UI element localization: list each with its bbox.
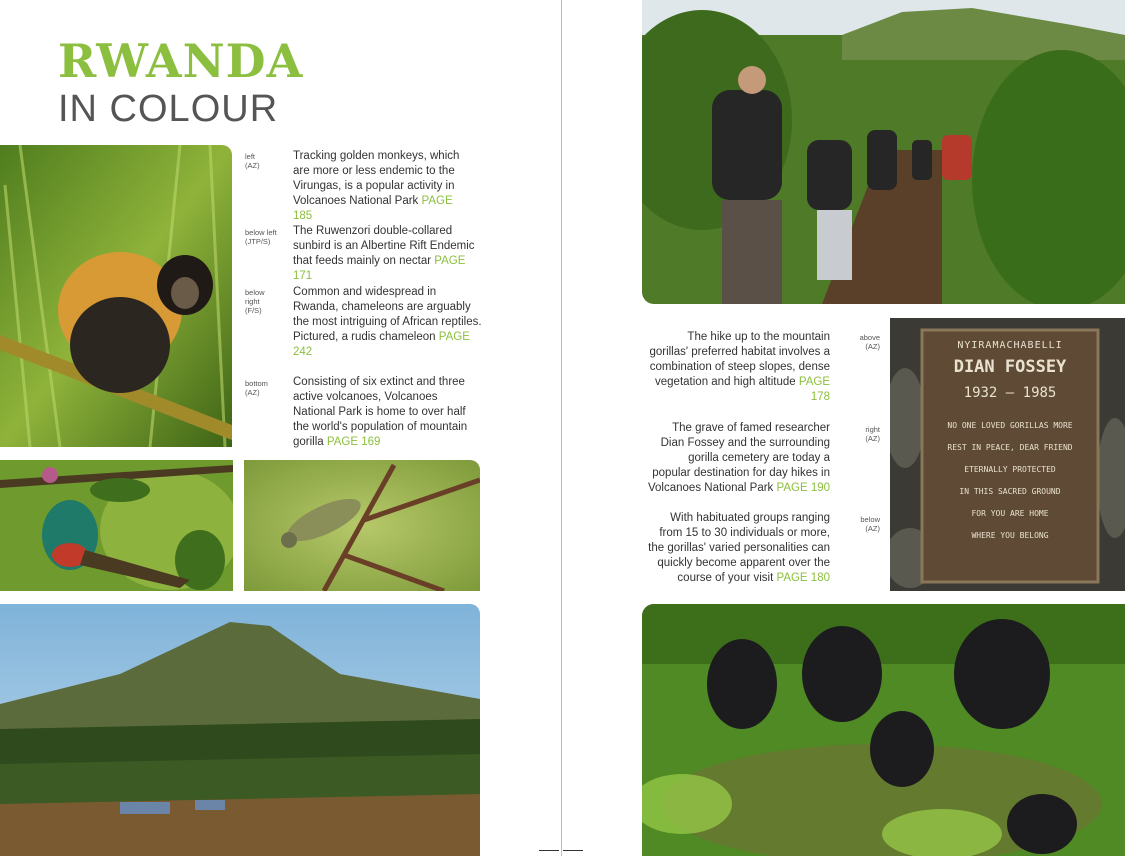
caption-text: The grave of famed researcher Dian Fossey and the surrounding gorilla cemetery are today a popular destination for day hikes in Volcanoes National Park xyxy=(648,422,830,494)
caption-text: The Ruwenzori double-collared sunbird is an Albertine Rift Endemic that feeds mainly on nectar xyxy=(293,225,475,267)
caption-position: above xyxy=(859,333,880,342)
caption-credit-code: (AZ) xyxy=(245,161,260,170)
caption-text: Consisting of six extinct and three active volcanoes, Volcanoes National Park is home to over half the world's population of mountain gorilla xyxy=(293,376,468,448)
caption-position: right xyxy=(865,425,880,434)
caption-position: left xyxy=(245,152,256,161)
caption-credit xyxy=(245,152,289,170)
page-reference: PAGE 169 xyxy=(326,436,381,448)
caption-text: Tracking golden monkeys, which are more or less endemic to the Virungas, is a popular activity in Volcanoes National Park xyxy=(293,150,460,207)
plaque-years: 1932 – 1985 xyxy=(963,385,1057,401)
plaque-line: IN THIS SACRED GROUND xyxy=(959,487,1061,496)
caption-text: The hike up to the mountain gorillas' preferred habitat involves a combination of steep slopes, dense vegetation and high altitude xyxy=(649,331,830,388)
caption-credit-code: (F/S) xyxy=(245,306,262,315)
caption-credit xyxy=(245,379,289,397)
caption-credit xyxy=(840,425,880,443)
caption-hike xyxy=(648,330,830,405)
caption-volcanoes xyxy=(293,375,473,450)
page-title: RWANDA xyxy=(58,34,304,88)
caption-position: below left xyxy=(245,228,277,237)
caption-credit xyxy=(840,515,880,533)
chameleon-photo xyxy=(244,460,480,591)
page-reference: PAGE 190 xyxy=(776,482,831,494)
page-reference: PAGE 242 xyxy=(293,331,470,358)
plaque-line: WHERE YOU BELONG xyxy=(971,531,1049,540)
plaque-line: ETERNALLY PROTECTED xyxy=(964,465,1056,474)
plaque-name: DIAN FOSSEY xyxy=(953,357,1067,377)
page-fold xyxy=(561,0,562,856)
caption-credit xyxy=(245,288,275,315)
caption-credit-code: (AZ) xyxy=(865,342,880,351)
plaque-text xyxy=(928,340,1092,547)
caption-gorilla-groups xyxy=(648,511,830,586)
plaque-nickname: NYIRAMACHABELLI xyxy=(957,340,1063,351)
caption-sunbird xyxy=(293,224,485,284)
caption-text: With habituated groups ranging from 15 to 30 individuals or more, the gorillas' varied personalities can quickly become apparent over the course of your visit xyxy=(648,512,830,584)
caption-credit xyxy=(840,333,880,351)
plaque-line: REST IN PEACE, DEAR FRIEND xyxy=(947,443,1073,452)
golden-monkey-photo xyxy=(0,145,232,447)
page-reference: PAGE 185 xyxy=(293,195,453,222)
hikers-photo xyxy=(642,0,1125,304)
caption-credit xyxy=(245,228,291,246)
caption-text: Common and widespread in Rwanda, chameleons are arguably the most intriguing of African reptiles. Pictured, a rudis chameleon xyxy=(293,286,482,343)
plaque-line: NO ONE LOVED GORILLAS MORE xyxy=(947,421,1073,430)
page-reference: PAGE 180 xyxy=(776,572,830,584)
plaque-line: FOR YOU ARE HOME xyxy=(971,509,1049,518)
page-reference: PAGE 178 xyxy=(798,376,830,403)
caption-chameleon xyxy=(293,285,483,360)
foot-mark xyxy=(539,850,559,851)
caption-position: below xyxy=(860,515,880,524)
sunbird-photo xyxy=(0,460,233,591)
caption-credit-code: (AZ) xyxy=(865,434,880,443)
volcano-photo xyxy=(0,604,480,856)
caption-position: bottom xyxy=(245,379,268,388)
caption-credit-code: (AZ) xyxy=(865,524,880,533)
caption-position: below right xyxy=(245,288,265,306)
caption-credit-code: (JTP/S) xyxy=(245,237,271,246)
caption-fossey-grave xyxy=(648,421,830,496)
caption-credit-code: (AZ) xyxy=(245,388,260,397)
foot-mark xyxy=(563,850,583,851)
fossey-plaque-photo xyxy=(890,318,1125,591)
gorillas-photo xyxy=(642,604,1125,856)
caption-golden-monkey xyxy=(293,149,473,224)
page-subtitle: IN COLOUR xyxy=(58,88,279,130)
page-reference: PAGE 171 xyxy=(293,255,466,282)
